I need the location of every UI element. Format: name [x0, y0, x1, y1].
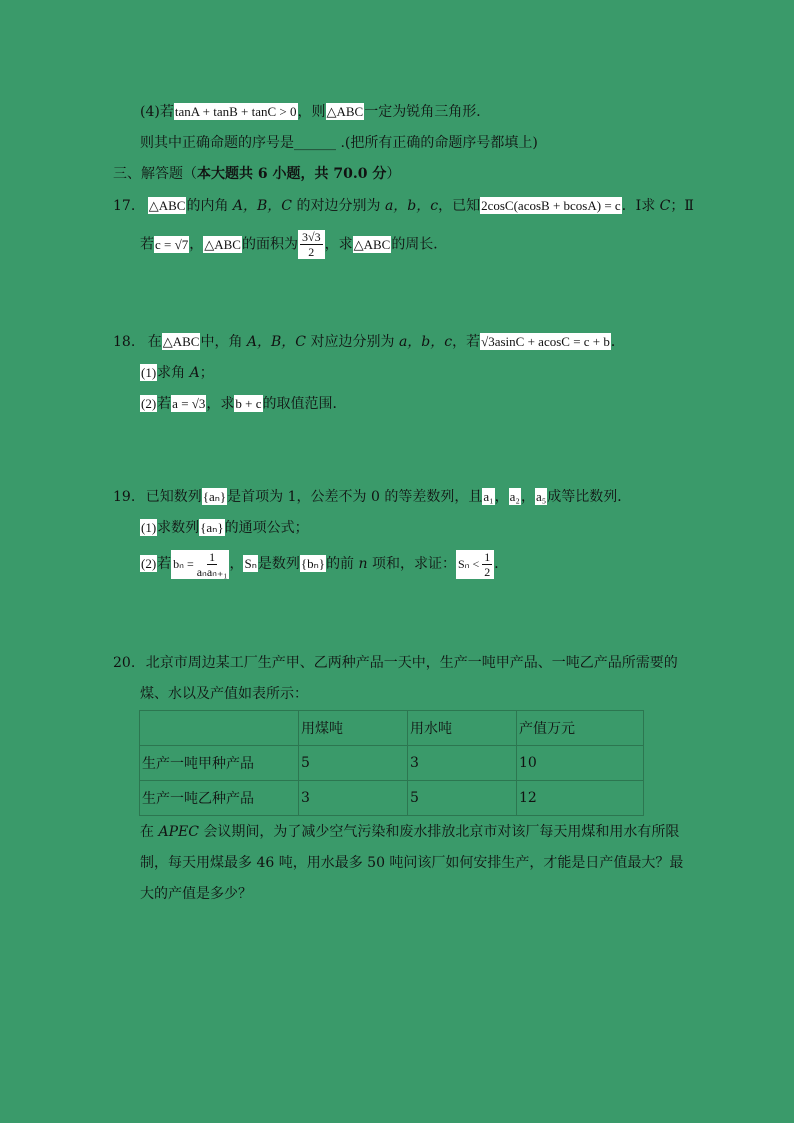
table-header-cell: 产值万元: [517, 711, 644, 746]
question-20-line2: 煤、水以及产值如表所示：: [140, 686, 308, 702]
question-number: 20.: [113, 655, 136, 671]
item-4: (4)若tanA + tanB + tanC > 0，则△ABC一定为锐角三角形．: [140, 104, 491, 120]
table-cell: 生产一吨乙种产品: [140, 781, 299, 816]
table-row: [140, 746, 644, 781]
math-expr: Sₙ: [244, 556, 257, 571]
production-table: [139, 710, 644, 816]
question-19-part1: (1)求数列{aₙ}的通项公式；: [141, 520, 309, 536]
question-18-line1: 18. 在△ABC中，角 A，B，C 对应边分别为 a，b，c，若√3asinC + acosC = c + b．: [113, 334, 625, 350]
triangle-abc: △ABC: [162, 334, 200, 349]
question-18-part1: (1)求角 A；: [141, 365, 214, 381]
triangle-abc: △ABC: [204, 236, 241, 252]
inequality: Sₙ < 1 2: [456, 550, 494, 579]
math-expr: a₅: [535, 489, 547, 504]
math-expr: √3asinC + acosC = c + b: [481, 334, 610, 349]
table-cell: 3: [408, 746, 517, 781]
math-expr: 2cosC(acosB + bcosA) = c: [481, 198, 621, 213]
question-number: 19.: [113, 489, 136, 505]
math-expr: {bₙ}: [300, 556, 326, 571]
triangle-abc: △ABC: [326, 104, 364, 119]
table-cell: 5: [299, 746, 408, 781]
math-expr: {aₙ}: [202, 489, 227, 504]
math-expr: a₁: [483, 489, 494, 504]
table-cell: 5: [408, 781, 517, 816]
math-expr: b + c: [235, 396, 262, 411]
math-expr: a = √3: [172, 396, 206, 411]
fill-blank-line: 则其中正确命题的序号是______ .(把所有正确的命题序号都填上): [140, 135, 538, 151]
question-17-line2: 若c = √7，△ABC的面积为 $\frac{3√3}{2}$ ，求△ABC的周长．: [140, 230, 448, 259]
question-20-para2: 制，每天用煤最多 46 吨，用水最多 50 吨问该厂如何安排生产，才能是日产值最大？最: [140, 855, 684, 871]
table-cell: 3: [299, 781, 408, 816]
table-header-row: [140, 711, 644, 746]
question-19-line1: 19. 已知数列{aₙ}是首项为 1，公差不为 0 的等差数列，且a₁，a₂，a₅成等比数列．: [113, 489, 632, 505]
math-expr: c = √7: [155, 236, 189, 252]
triangle-abc: △ABC: [148, 198, 186, 213]
table-cell: 生产一吨甲种产品: [140, 746, 299, 781]
fraction: $\frac{3√3}{2}$: [298, 230, 325, 259]
question-18-part2: (2)若a = √3，求b + c的取值范围．: [141, 396, 347, 412]
question-17-line1: 17. △ABC的内角 A，B，C 的对边分别为 a，b，c，已知2cosC(acosB + bcosA) = c．Ⅰ求 C；Ⅱ: [113, 198, 694, 214]
table-header-cell: [140, 711, 299, 746]
table-cell: 10: [517, 746, 644, 781]
math-expr: {aₙ}: [200, 520, 224, 535]
question-19-part2: (2)若 bₙ = 1 aₙaₙ₊₁ ，Sₙ是数列{bₙ}的前 n 项和，求证： Sₙ < 1 2 ．: [141, 549, 509, 579]
formula-bn: bₙ = 1 aₙaₙ₊₁: [173, 549, 228, 579]
question-20-para1: 在 APEC 会议期间，为了减少空气污染和废水排放北京市对该厂每天用煤和用水有所限: [140, 824, 680, 840]
triangle-abc: △ABC: [353, 236, 391, 252]
question-20-para3: 大的产值是多少？: [140, 886, 252, 902]
question-number: 17.: [113, 198, 136, 214]
table-cell: 12: [517, 781, 644, 816]
math-expr: a₂: [509, 489, 520, 504]
math-expr: tanA + tanB + tanC > 0: [174, 104, 297, 119]
section-heading: 三、解答题（本大题共 6 小题，共 70.0 分）: [113, 166, 401, 182]
question-20-line1: 20. 北京市周边某工厂生产甲、乙两种产品一天中，生产一吨甲产品、一吨乙产品所需要的: [113, 655, 678, 671]
table-row: [140, 781, 644, 816]
table-header-cell: 用煤吨: [299, 711, 408, 746]
question-number: 18.: [113, 334, 136, 350]
table-header-cell: 用水吨: [408, 711, 517, 746]
